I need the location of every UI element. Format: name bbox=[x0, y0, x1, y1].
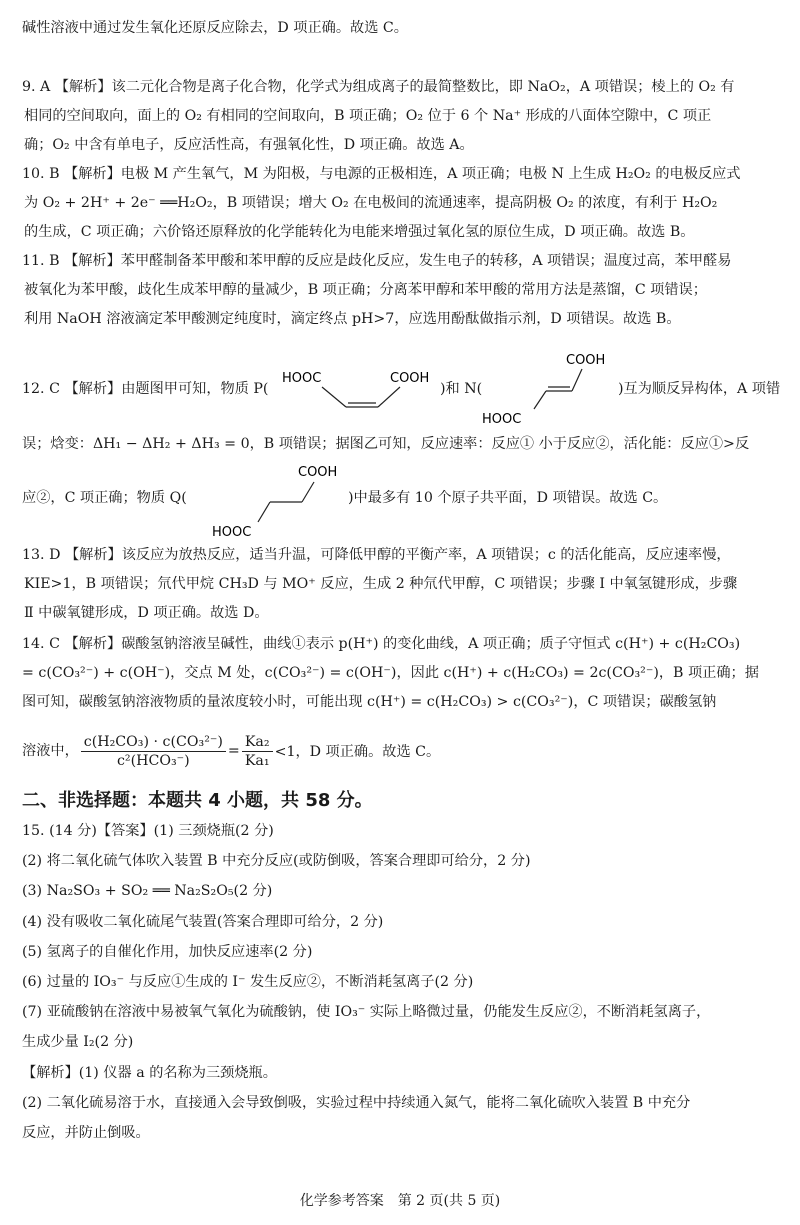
fraction-denominator: Ka₁ bbox=[244, 752, 270, 769]
text-line: (2) 二氧化硫易溶于水，直接通入会导致倒吸，实验过程中持续通入氮气，能将二氧化硫吹入装置 B 中充分 bbox=[22, 1094, 691, 1111]
text-line: 碱性溶液中通过发生氧化还原反应除去，D 项正确。故选 C。 bbox=[22, 20, 408, 36]
text-line: 11. B 【解析】苯甲醛制备苯甲酸和苯甲醇的反应是歧化反应，发生电子的转移，A 项错误；温度过高，苯甲醛易 bbox=[22, 253, 732, 269]
text-line: 生成少量 I₂(2 分) bbox=[22, 1034, 134, 1051]
text-segment: )互为顺反异构体，A 项错 bbox=[618, 381, 781, 397]
text-line: 被氧化为苯甲酸，歧化生成苯甲醇的量减少，B 项正确；分离苯甲醇和苯甲酸的常用方法是蒸馏，C 项错误； bbox=[24, 282, 707, 298]
text-line: 为 O₂ + 2H⁺ + 2e⁻ ══H₂O₂，B 项错误；增大 O₂ 在电极间的流通速率，提高阴极 O₂ 的浓度，有利于 H₂O₂ bbox=[24, 195, 718, 211]
text-segment: 12. C 【解析】由题图甲可知，物质 P( bbox=[22, 381, 269, 397]
page-footer: 化学参考答案 第 2 页(共 5 页) bbox=[299, 1193, 501, 1209]
answer-q12-line3 bbox=[22, 460, 782, 540]
fraction-denominator: c²(HCO₃⁻) bbox=[116, 752, 190, 769]
text-segment: )和 N( bbox=[440, 381, 483, 397]
text-line: 13. D 【解析】该反应为放热反应，适当升温，可降低甲醇的平衡产率，A 项错误；c 的活化能高，反应速率慢， bbox=[22, 547, 731, 563]
answer-q13 bbox=[22, 541, 782, 628]
fraction-numerator: c(H₂CO₃) · c(CO₃²⁻) bbox=[81, 733, 226, 752]
text-segment: 应②，C 项正确；物质 Q( bbox=[22, 490, 187, 506]
paragraph-q8-end bbox=[22, 14, 782, 43]
fraction-numerator: Ka₂ bbox=[242, 733, 273, 752]
text-line: 14. C 【解析】碳酸氢钠溶液呈碱性，曲线①表示 p(H⁺) 的变化曲线，A 项正确；质子守恒式 c(H⁺) + c(H₂CO₃) bbox=[22, 636, 741, 652]
answer-q10 bbox=[22, 160, 782, 247]
structure-label: HOOC bbox=[212, 525, 252, 540]
text-line: (7) 亚硫酸钠在溶液中易被氧气氧化为硫酸钠，使 IO₃⁻ 实际上略微过量，仍能发生反应②，不断消耗氢离子， bbox=[22, 1004, 711, 1021]
text-line: 9. A 【解析】该二元化合物是离子化合物，化学式为组成离子的最简整数比，即 NaO₂，A 项错误；棱上的 O₂ 有 bbox=[22, 79, 735, 95]
fraction-expression bbox=[242, 733, 273, 770]
text-line: (5) 氢离子的自催化作用，加快反应速率(2 分) bbox=[22, 943, 313, 960]
text-line: 的生成，C 项正确；六价铬还原释放的化学能转化为电能来增强过氧化氢的原位生成，D 项正确。故选 B。 bbox=[24, 224, 695, 240]
text-line: = c(CO₃²⁻) + c(OH⁻)，交点 M 处，c(CO₃²⁻) = c(OH⁻)，因此 c(H⁺) + c(H₂CO₃) = 2c(CO₃²⁻)，B 项正确；据 bbox=[22, 665, 759, 681]
text-segment: <1，D 项正确。故选 C。 bbox=[274, 744, 441, 760]
structure-N-trans bbox=[462, 347, 632, 427]
text-line: 15. (14 分)【答案】(1) 三颈烧瓶(2 分) bbox=[22, 823, 274, 839]
answer-q15 bbox=[22, 816, 782, 1148]
answer-q9 bbox=[22, 73, 782, 160]
text-line: (2) 将二氧化硫气体吹入装置 B 中充分反应(或防倒吸，答案合理即可给分，2 分) bbox=[22, 853, 531, 870]
structure-P-cis bbox=[280, 365, 460, 413]
structure-label: COOH bbox=[390, 371, 430, 386]
structure-label: HOOC bbox=[282, 371, 322, 386]
text-line: KIE>1，B 项错误；氘代甲烷 CH₃D 与 MO⁺ 反应，生成 2 种氘代甲醇，C 项错误；步骤 Ⅰ 中氧氢键形成，步骤 bbox=[24, 576, 738, 592]
structure-label: COOH bbox=[566, 353, 606, 368]
answer-q12-line2 bbox=[22, 430, 782, 459]
text-line: 利用 NaOH 溶液滴定苯甲酸测定纯度时，滴定终点 pH>7，应选用酚酞做指示剂，D 项错误。故选 B。 bbox=[24, 311, 681, 327]
text-line: Ⅱ 中碳氧键形成，D 项正确。故选 D。 bbox=[24, 605, 269, 621]
text-line: 误；焓变：ΔH₁ − ΔH₂ + ΔH₃ = 0，B 项错误；据图乙可知，反应速率：反应① 小于反应②，活化能：反应①>反 bbox=[22, 436, 750, 452]
text-line: (4) 没有吸收二氧化硫尾气装置(答案合理即可给分，2 分) bbox=[22, 913, 384, 930]
text-line: 图可知，碳酸氢钠溶液物质的量浓度较小时，可能出现 c(H⁺) = c(H₂CO₃) > c(CO₃²⁻)，C 项错误；碳酸氢钠 bbox=[22, 694, 717, 710]
structure-label: HOOC bbox=[482, 412, 522, 427]
text-line: 相同的空间取向，面上的 O₂ 有相同的空间取向，B 项正确；O₂ 位于 6 个 Na⁺ 形成的八面体空隙中，C 项正 bbox=[24, 108, 712, 124]
fraction-expression bbox=[81, 733, 226, 770]
answer-q11 bbox=[22, 247, 782, 334]
answer-q14-fraction-line: 溶液中， $\frac{\text{c(H₂CO₃) · c(CO₃²⁻)}}{\text{c²(HCO₃⁻)}}$ = $\frac{\text{Ka₂}}{\text{Ka₁}}$ <1，D 项正确。故选 C。 bbox=[22, 733, 441, 769]
structure-label: COOH bbox=[298, 465, 338, 480]
answer-q14 bbox=[22, 630, 782, 717]
section-heading: 二、非选择题：本题共 4 小题，共 58 分。 bbox=[22, 790, 373, 811]
answer-q12-line1 bbox=[22, 353, 782, 427]
text-line: 【解析】(1) 仪器 a 的名称为三颈烧瓶。 bbox=[22, 1064, 277, 1081]
text-segment: )中最多有 10 个原子共平面，D 项错误。故选 C。 bbox=[348, 490, 668, 506]
structure-Q bbox=[208, 460, 368, 542]
text-line: (6) 过量的 IO₃⁻ 与反应①生成的 I⁻ 发生反应②，不断消耗氢离子(2 分) bbox=[22, 974, 474, 991]
text-line: 反应，并防止倒吸。 bbox=[22, 1125, 150, 1142]
text-line: 确；O₂ 中含有单电子，反应活性高，有强氧化性，D 项正确。故选 A。 bbox=[24, 137, 474, 153]
text-segment: 溶液中， bbox=[22, 743, 79, 759]
text-line: 10. B 【解析】电极 M 产生氧气，M 为阳极，与电源的正极相连，A 项正确；电极 N 上生成 H₂O₂ 的电极反应式 bbox=[22, 166, 741, 182]
text-line: (3) Na₂SO₃ + SO₂ ══ Na₂S₂O₅(2 分) bbox=[22, 883, 273, 900]
